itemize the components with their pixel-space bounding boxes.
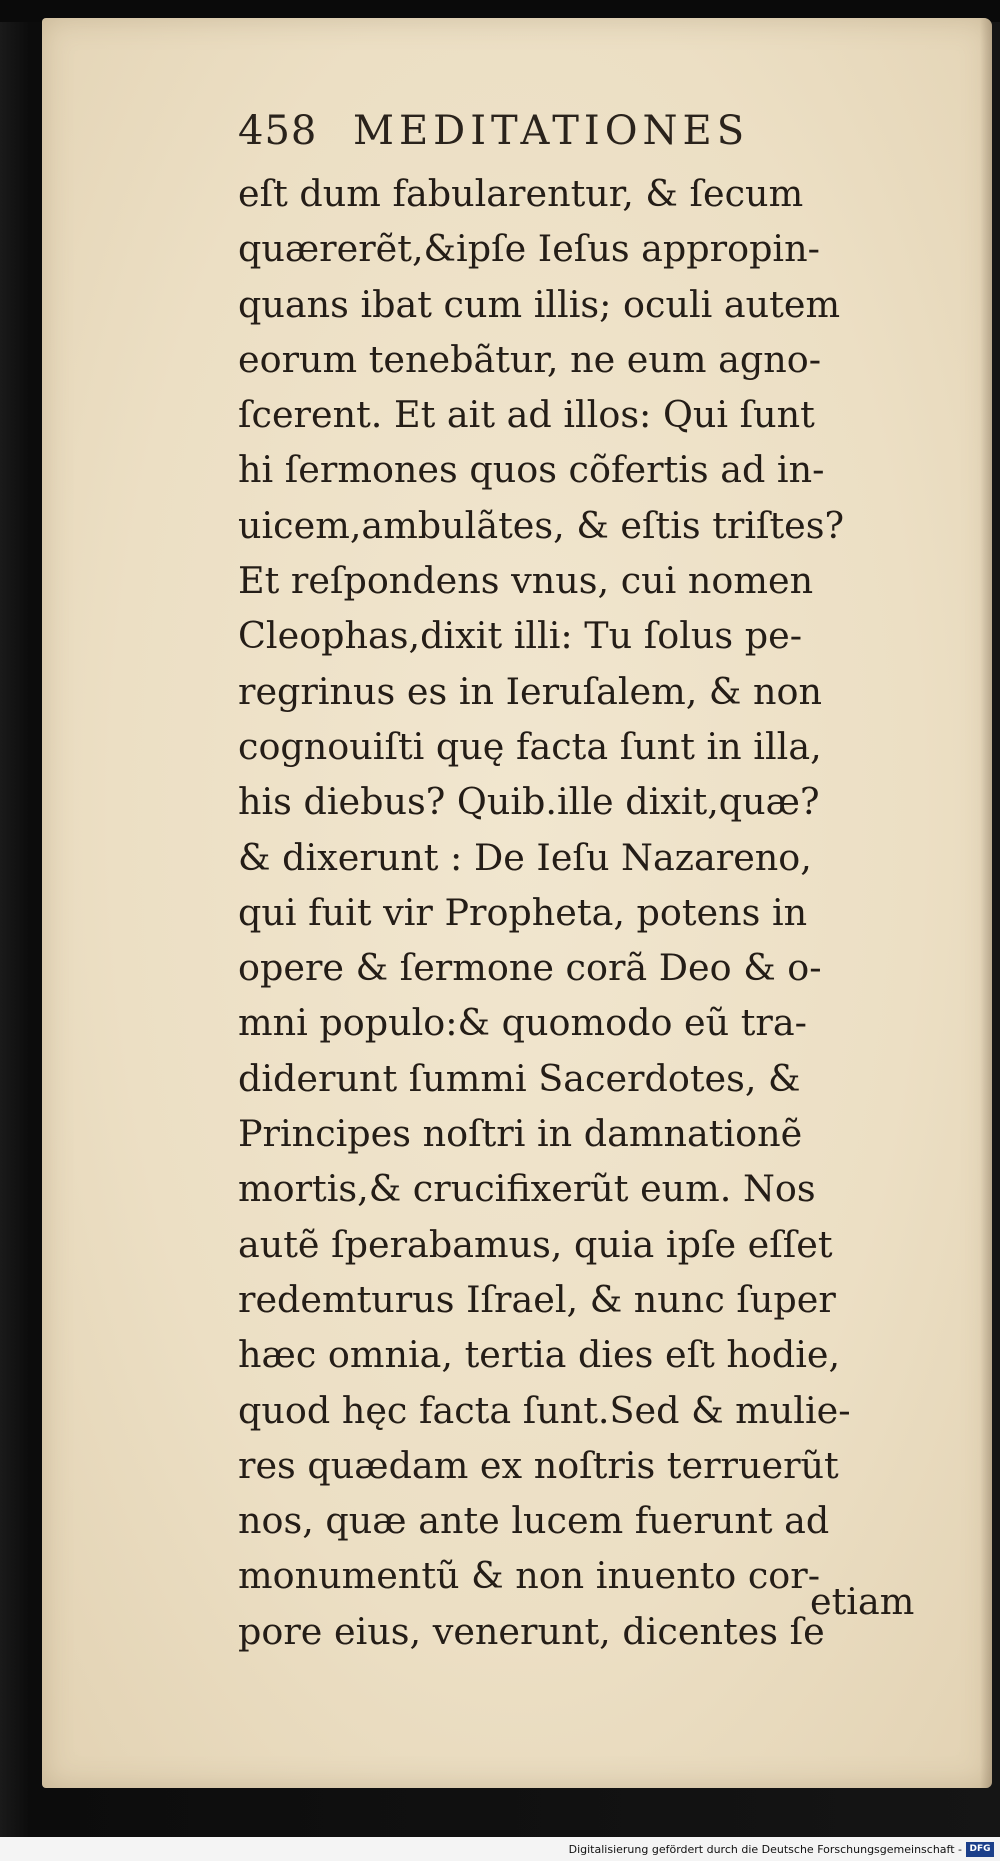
catchword: etiam: [810, 1580, 915, 1623]
text-line: Principes noſtri in damnationẽ: [238, 1112, 803, 1156]
text-line: ſcerent. Et ait ad illos: Qui ſunt: [238, 393, 815, 437]
text-line: mortis,& crucifixerũt eum. Nos: [238, 1167, 816, 1211]
body-text: [238, 166, 958, 1659]
text-line: regrinus es in Ieruſalem, & non: [238, 669, 823, 713]
text-line: quærerẽt,&ipſe Ieſus appropin-: [238, 227, 820, 271]
text-line: hæc omnia, tertia dies eſt hodie,: [238, 1333, 841, 1377]
text-line: mni populo:& quomodo eũ tra-: [238, 1001, 807, 1045]
text-line: res quædam ex noſtris terruerũt: [238, 1443, 839, 1487]
page-number: 458: [238, 108, 318, 154]
page-edge-shadow: [980, 18, 992, 1788]
text-line: pore eius, venerunt, dicentes ſe: [238, 1609, 825, 1653]
text-line: quans ibat cum illis; oculi autem: [238, 282, 841, 326]
text-line: redemturus Iſrael, & nunc ſuper: [238, 1277, 836, 1321]
dfg-logo: DFG: [966, 1842, 994, 1857]
text-line: eorum tenebãtur, ne eum agno-: [238, 337, 822, 381]
text-line: nos, quæ ante lucem fuerunt ad: [238, 1499, 830, 1543]
text-line: autẽ ſperabamus, quia ipſe eſſet: [238, 1222, 833, 1266]
text-line: Et reſpondens vnus, cui nomen: [238, 559, 814, 603]
text-line: uicem,ambulãtes, & eſtis triſtes?: [238, 503, 845, 547]
running-title: MEDITATIONES: [353, 108, 750, 154]
text-line: his diebus? Quib.ille dixit,quæ?: [238, 780, 820, 824]
text-line: cognouiſti quę facta ſunt in illa,: [238, 724, 822, 768]
text-line: qui fuit vir Propheta, potens in: [238, 890, 808, 934]
text-line: diderunt ſummi Sacerdotes, &: [238, 1056, 801, 1100]
text-line: & dixerunt : De Ieſu Nazareno,: [238, 835, 812, 879]
text-line: Cleophas,dixit illi: Tu ſolus pe-: [238, 614, 803, 658]
text-line: eſt dum fabularentur, & ſecum: [238, 172, 804, 215]
funding-credit: Digitalisierung gefördert durch die Deutsche Forschungsgemeinschaft -: [568, 1843, 962, 1856]
text-line: hi ſermones quos cõfertis ad in-: [238, 448, 825, 492]
text-line: quod hęc facta ſunt.Sed & mulie-: [238, 1388, 851, 1432]
text-line: opere & ſermone corã Deo & o-: [238, 946, 822, 990]
footer-bar: [0, 1837, 1000, 1861]
text-line: monumentũ & non inuento cor-: [238, 1554, 821, 1598]
page-header: [238, 108, 858, 160]
